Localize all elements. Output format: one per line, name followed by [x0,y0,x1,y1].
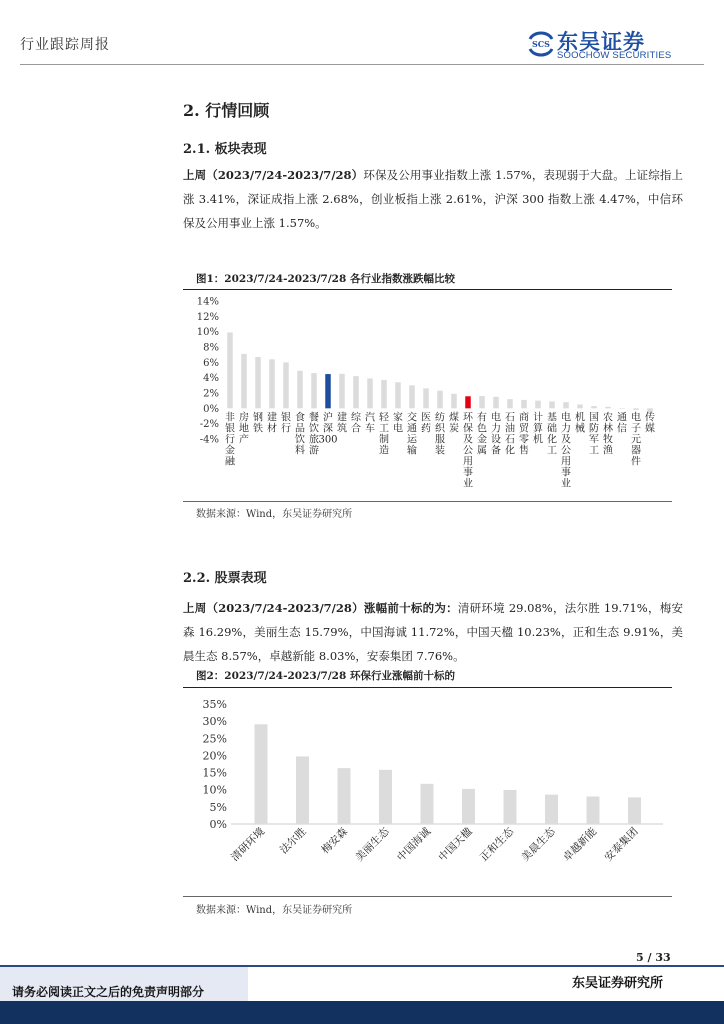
bar [297,371,303,409]
category-label: 电子元器件 [631,412,641,468]
category-label: 纺织服装 [435,412,445,457]
bar [507,399,513,408]
category-label: 国防军工 [589,412,599,457]
y-tick-label: 6% [203,357,219,369]
y-tick-label: 8% [203,342,219,354]
bar [563,402,569,408]
category-label: 非银行金融 [225,412,235,468]
page-number: 5 / 33 [636,951,671,964]
y-tick-label: 25% [202,732,227,746]
bar [367,378,373,408]
category-label: 美丽生态 [353,825,392,864]
bar [587,796,600,824]
bar [549,401,555,408]
bar [325,374,331,408]
category-label: 食品饮料 [295,412,305,457]
figure2-chart [183,690,672,895]
bar [339,374,345,409]
category-label: 传媒 [645,412,655,435]
bar [423,388,429,408]
bar [591,406,597,408]
bar [269,359,275,408]
y-tick-label: 2% [203,388,219,400]
category-label: 卓越新能 [560,825,600,864]
category-label: 石油石化 [505,412,515,457]
category-label: 基础化工 [547,412,557,457]
category-label: 综合 [351,412,361,435]
category-label: 建筑 [337,412,347,435]
bar [338,768,351,824]
category-label: 机械 [575,412,585,435]
figure1-source: 数据来源：Wind，东吴证券研究所 [196,509,353,520]
bar [255,357,261,408]
category-label: 有色金属 [477,412,487,457]
bar [255,724,268,824]
bar [628,797,641,824]
figure1-top-rule [183,289,672,290]
paragraph-stock-performance [183,596,683,668]
category-label: 环保及公用事业 [463,412,473,490]
bar [462,789,475,824]
bar [311,373,317,408]
category-label: 清研环境 [228,825,268,864]
figure2-top-rule [183,687,672,688]
bar [535,401,541,409]
category-label: 轻工制造 [379,412,389,457]
bar [605,407,611,409]
y-tick-label: 15% [202,766,227,780]
category-label: 建材 [267,412,277,435]
y-tick-label: 10% [196,327,219,339]
category-label: 法尔胜 [277,825,309,857]
bar [619,408,625,409]
figure1-chart [183,292,672,502]
bar [296,756,309,824]
category-label: 餐饮旅游 [309,412,319,457]
footer-disclaimer: 请务必阅读正文之后的免责声明部分 [12,985,205,999]
category-label: 汽车 [365,412,375,435]
figure2-title: 图2：2023/7/24-2023/7/28 环保行业涨幅前十标的 [196,670,455,682]
category-label: 中国天楹 [436,825,475,864]
paragraph-lead: 上周（2023/7/24-2023/7/28）涨幅前十标的为： [183,601,458,615]
y-tick-label: 12% [196,311,219,323]
category-label: 通信 [617,412,627,435]
figure1-title: 图1：2023/7/24-2023/7/28 各行业指数涨跌幅比较 [196,273,455,285]
paragraph-lead: 上周（2023/7/24-2023/7/28） [183,168,364,182]
bar [283,362,289,408]
bar [577,405,583,409]
bar [421,784,434,824]
category-label: 农林牧渔 [603,412,613,457]
bar [241,354,247,408]
footer-company: 东吴证券研究所 [572,976,664,991]
category-label: 梅安森 [319,825,351,857]
logo-mark-text: SCS [532,39,550,49]
bar [451,394,457,409]
logo-mark-icon [527,28,555,60]
y-tick-label: 0% [209,818,227,831]
figure2-bottom-rule [183,896,672,897]
category-label: 钢铁 [253,412,263,435]
y-tick-label: -4% [199,434,219,446]
category-label: 家电 [393,412,403,435]
category-label: 商贸零售 [519,412,529,457]
bar [633,408,639,410]
bar [353,376,359,408]
paragraph-body: 环保及公用事业指数上涨 1.57%，表现弱于大盘。上证综指上涨 3.41%，深证成指上涨 2.68%，创业板指上涨 2.61%，沪深 300 指数上涨 4.47%，中信环保及公用事业上涨 1.57%。 [183,168,684,230]
header-divider [20,64,704,65]
subsection-title-stock: 2.2. 股票表现 [183,571,267,586]
y-tick-label: 5% [209,800,227,814]
figure1-bottom-rule [183,501,672,502]
figure2-source: 数据来源：Wind，东吴证券研究所 [196,905,353,916]
bar [545,795,558,824]
bar [504,790,517,824]
logo-english-name: SOOCHOW SECURITIES [557,50,672,61]
logo-chinese-name: 东吴证券 [557,30,645,54]
section-title: 2. 行情回顾 [183,101,270,120]
bar [437,391,443,409]
subsection-title-sector: 2.1. 板块表现 [183,142,267,157]
category-label: 交通运输 [407,412,417,457]
category-label: 美晨生态 [519,825,558,864]
y-tick-label: 10% [202,783,227,797]
y-tick-label: 30% [202,715,227,729]
category-label: 计算机 [533,412,543,446]
y-tick-label: 20% [202,749,227,763]
y-tick-label: -2% [199,419,219,431]
report-type: 行业跟踪周报 [20,37,110,53]
y-tick-label: 0% [203,403,219,415]
category-label: 正和生态 [477,825,517,864]
bar [465,396,471,408]
paragraph-body: 清研环境 29.08%，法尔胜 19.71%，梅安森 16.29%，美丽生态 15.79%，中国海诚 11.72%，中国天楹 10.23%，正和生态 9.91%，美晨生态 8.57%，卓越新能 8.03%，安泰集团 7.76%。 [183,601,683,663]
category-label: 房地产 [239,412,249,446]
footer-bar [0,1001,724,1024]
bar [227,332,233,408]
category-label: 电力设备 [491,412,501,457]
bar [395,382,401,408]
y-tick-label: 35% [202,698,227,711]
category-label: 安泰集团 [602,825,641,864]
bar [381,380,387,408]
y-tick-label: 4% [203,373,219,385]
category-label: 煤炭 [449,412,459,435]
category-label: 电力及公用事业 [561,412,571,490]
category-label: 中国海诚 [394,825,434,864]
company-logo [527,28,707,62]
bar [409,385,415,408]
category-label: 医药 [421,412,431,435]
y-tick-label: 14% [196,296,219,308]
bar [379,770,392,824]
bar [521,400,527,408]
category-label: 沪深 300 [318,412,338,446]
bar [493,397,499,409]
paragraph-sector-performance [183,163,683,235]
bar [479,396,485,408]
category-label: 银行 [281,412,291,435]
